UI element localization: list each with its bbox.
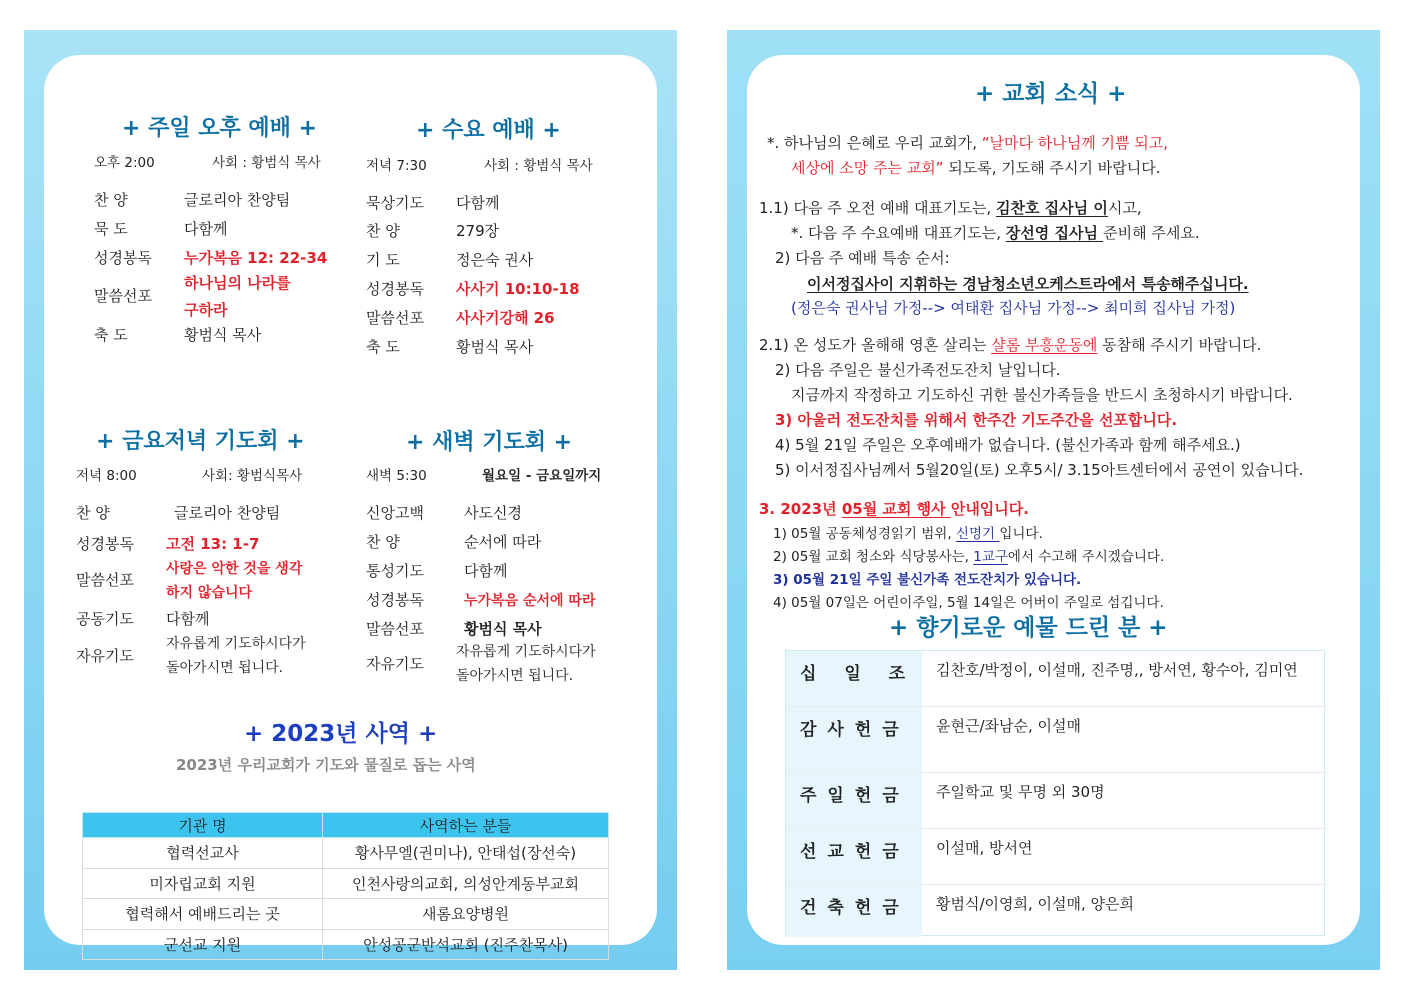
offering-value: 황범식/이영희, 이설매, 양은희 (936, 895, 1135, 913)
wednesday-label-0: 묵상기도 (366, 194, 424, 212)
dawn-value-2: 다함께 (464, 562, 508, 580)
offering-value: 이설매, 방서연 (936, 839, 1033, 857)
sunday-label-1: 묵 도 (94, 220, 128, 238)
news-2-3: 3) 아울러 전도잔치를 위해서 한주간 기도주간을 선포합니다. (775, 411, 1178, 429)
news-2-4: 4) 5월 21일 주일은 오후예배가 없습니다. (불신가족과 함께 해주세요.) (775, 436, 1241, 454)
news-2-2b: 지금까지 작정하고 기도하신 귀한 불신가족들을 반드시 초청하시기 바랍니다. (791, 386, 1293, 404)
offering-label: 주일헌금 (786, 773, 922, 828)
ministry-org: 미자립교회 지원 (83, 868, 323, 899)
news-2-5: 5) 이서정집사님께서 5월20일(토) 오후5시/ 3.15아트센터에서 공연이 있습니다. (775, 461, 1304, 479)
table-row (83, 929, 609, 960)
ministry-org: 협력선교사 (83, 838, 323, 869)
news-intro-a: *. 하나님의 은혜로 우리 교회가, (767, 134, 982, 152)
ministry-people: 인천사랑의교회, 의성안계동부교회 (323, 868, 609, 899)
news-1-2-special (807, 273, 1249, 294)
offering-label: 감사헌금 (786, 707, 922, 772)
news-intro-b: “날마다 하나님께 기쁨 되고, (981, 134, 1168, 152)
dawn-prayer-title: + 새벽 기도회 + (406, 430, 573, 455)
news-1-1-c: 시고, (1107, 199, 1142, 217)
news-3-title-b: 05월 교회 행사 (841, 500, 951, 518)
sunday-value-3b: 구하라 (184, 301, 228, 319)
dawn-prayer-time: 새벽 5:30 (366, 468, 427, 484)
offering-value: 윤현근/좌남순, 이설매 (936, 717, 1082, 735)
news-intro-line1 (767, 132, 1168, 153)
dawn-label-0: 신앙고백 (366, 504, 424, 522)
news-3-1-c: 입니다. (999, 526, 1043, 542)
dawn-label-5: 자유기도 (366, 655, 424, 673)
dawn-label-2: 통성기도 (366, 562, 424, 580)
offering-label: 십 일 조 (786, 651, 922, 706)
wednesday-service-host: 사회 : 황범식 목사 (484, 158, 593, 174)
offerings-title: + 향기로운 예물 드린 분 + (889, 615, 1168, 641)
sunday-value-4: 황범식 목사 (184, 326, 262, 344)
dawn-label-3: 성경봉독 (366, 591, 424, 609)
ministry-people: 새롬요양병원 (323, 899, 609, 930)
wednesday-value-3: 사사기 10:10-18 (456, 280, 580, 298)
table-row (786, 829, 1326, 885)
wednesday-label-4: 말씀선포 (366, 309, 424, 327)
news-1-1b-c: 준비해 주세요. (1103, 224, 1200, 242)
sunday-label-3: 말씀선포 (94, 287, 152, 305)
ministry-title: + 2023년 사역 + (244, 721, 438, 747)
dawn-value-1: 순서에 따라 (464, 533, 542, 551)
news-1-1b (791, 222, 1200, 243)
news-2-2: 2) 다음 주일은 불신가족전도잔치 날입니다. (775, 361, 1061, 379)
news-3-title-c: 안내입니다. (950, 500, 1029, 518)
news-3-2 (773, 545, 1164, 565)
offering-value: 주일학교 및 무명 외 30명 (936, 783, 1105, 801)
news-1-2-order: (정은숙 권사님 가정--> 여태환 집사님 가정--> 최미희 집사님 가정) (791, 299, 1236, 317)
table-row (83, 838, 609, 869)
news-3-title (759, 498, 1029, 519)
sunday-service-title: + 주일 오후 예배 + (122, 116, 318, 141)
dawn-label-1: 찬 양 (366, 533, 400, 551)
friday-label-0: 찬 양 (76, 504, 110, 522)
dawn-label-4: 말씀선포 (366, 620, 424, 638)
ministry-org: 군선교 지원 (83, 929, 323, 960)
table-row (83, 899, 609, 930)
sunday-service-time: 오후 2:00 (94, 155, 155, 171)
news-intro-c: 세상에 소망 주는 교회” (791, 159, 944, 177)
offering-label: 건축헌금 (786, 885, 922, 937)
wednesday-value-1: 279장 (456, 222, 500, 240)
sunday-value-2: 누가복음 12: 22-34 (184, 249, 328, 267)
friday-prayer-title: + 금요저녁 기도회 + (96, 429, 305, 454)
friday-value-1: 고전 13: 1-7 (166, 535, 260, 553)
dawn-value-4: 황범식 목사 (464, 620, 542, 638)
friday-label-3: 공동기도 (76, 610, 134, 628)
left-card (44, 55, 657, 954)
news-1-1 (759, 197, 1142, 218)
dawn-value-3: 누가복음 순서에 따라 (464, 593, 596, 609)
table-row (786, 651, 1326, 707)
wednesday-value-2: 정은숙 권사 (456, 251, 534, 269)
news-3-title-a: 3. 2023년 (759, 500, 842, 518)
news-1-2: 2) 다음 주 예배 특송 순서: (775, 249, 950, 267)
sunday-label-0: 찬 양 (94, 191, 128, 209)
wednesday-value-0: 다함께 (456, 194, 500, 212)
news-3-2-c: 에서 수고해 주시겠습니다. (1007, 549, 1165, 565)
ministry-table (82, 812, 609, 960)
dawn-value-0: 사도신경 (464, 504, 522, 522)
friday-prayer-time: 저녁 8:00 (76, 468, 137, 484)
friday-prayer-host: 사회: 황범식목사 (202, 468, 303, 484)
sunday-value-0: 글로리아 찬양팀 (184, 191, 291, 209)
news-intro-line2 (791, 157, 1160, 178)
news-3-1-b: 신명기 (955, 526, 1000, 542)
wednesday-value-4: 사사기강해 26 (456, 309, 555, 327)
friday-value-0: 글로리아 찬양팀 (174, 504, 281, 522)
wednesday-service-title: + 수요 예배 + (416, 118, 561, 143)
sunday-value-3: 하나님의 나라를 (184, 274, 291, 292)
news-3-3: 3) 05월 21일 주일 불신가족 전도잔치가 있습니다. (773, 572, 1082, 588)
news-1-1-name: 김찬호 집사님 이 (995, 199, 1108, 217)
left-page (24, 30, 677, 970)
dawn-value-5: 자유롭게 기도하시다가 (456, 644, 596, 660)
ministry-people: 황사무엘(권미나), 안태섭(장선숙) (323, 838, 609, 869)
table-row (83, 868, 609, 899)
right-card (747, 55, 1360, 945)
wednesday-value-5: 황범식 목사 (456, 338, 534, 356)
news-1-2-special-text: 이서정집사이 지휘하는 경남청소년오케스트라에서 특송해주십니다. (807, 275, 1249, 293)
sunday-service-host: 사회 : 황범식 목사 (212, 155, 321, 171)
ministry-header-row (83, 813, 609, 838)
offering-label: 선교헌금 (786, 829, 922, 884)
wednesday-label-2: 기 도 (366, 251, 400, 269)
friday-label-1: 성경봉독 (76, 535, 134, 553)
offering-value: 김찬호/박정이, 이설매, 진주명,, 방서연, 황수아, 김미연 (936, 661, 1298, 679)
friday-label-4: 자유기도 (76, 647, 134, 665)
sunday-label-2: 성경봉독 (94, 249, 152, 267)
news-3-2-b: 1교구 (973, 549, 1008, 565)
news-intro-d: 되도록, 기도해 주시기 바랍니다. (943, 159, 1161, 177)
sunday-label-4: 축 도 (94, 326, 128, 344)
news-3-4: 4) 05월 07일은 어린이주일, 5월 14일은 어버이 주일로 섬깁니다. (773, 595, 1164, 611)
news-1-1-a: 1.1) 다음 주 오전 예배 대표기도는, (759, 199, 996, 217)
table-row (786, 707, 1326, 773)
ministry-header-people: 사역하는 분들 (323, 813, 609, 838)
wednesday-label-3: 성경봉독 (366, 280, 424, 298)
wednesday-label-1: 찬 양 (366, 222, 400, 240)
dawn-prayer-host: 월요일 - 금요일까지 (482, 468, 602, 484)
friday-value-4: 자유롭게 기도하시다가 (166, 636, 306, 652)
friday-value-3: 다함께 (166, 610, 210, 628)
news-3-2-a: 2) 05월 교회 청소와 식당봉사는, (773, 549, 974, 565)
offerings-table (785, 650, 1325, 936)
right-page (727, 30, 1380, 970)
ministry-org: 협력해서 예배드리는 곳 (83, 899, 323, 930)
news-3-1 (773, 522, 1043, 542)
table-row (786, 885, 1326, 937)
friday-value-4b: 돌아가시면 됩니다. (166, 660, 284, 676)
wednesday-service-time: 저녁 7:30 (366, 158, 427, 174)
ministry-people: 안성공군반석교회 (진주찬목사) (323, 929, 609, 960)
wednesday-label-5: 축 도 (366, 338, 400, 356)
news-2-1-c: 동참해 주시기 바랍니다. (1097, 336, 1262, 354)
news-1-1b-name: 장선영 집사님 (1005, 224, 1104, 242)
friday-value-2b: 하지 않습니다 (166, 585, 253, 601)
news-2-1-link: 샬롬 부흥운동에 (991, 336, 1098, 354)
friday-label-2: 말씀선포 (76, 571, 134, 589)
news-2-1 (759, 334, 1261, 355)
news-3-1-a: 1) 05월 공동체성경읽기 범위, (773, 526, 956, 542)
table-row (786, 773, 1326, 829)
ministry-subtitle: 2023년 우리교회가 기도와 물질로 돕는 사역 (176, 756, 476, 774)
church-news-title: + 교회 소식 + (975, 81, 1127, 107)
sunday-value-1: 다함께 (184, 220, 228, 238)
friday-value-2: 사랑은 악한 것을 생각 (166, 561, 303, 577)
news-1-1b-a: *. 다음 주 수요예배 대표기도는, (791, 224, 1006, 242)
news-2-1-a: 2.1) 온 성도가 올해해 영혼 살리는 (759, 336, 992, 354)
dawn-value-5b: 돌아가시면 됩니다. (456, 668, 574, 684)
ministry-header-org: 기관 명 (83, 813, 323, 838)
